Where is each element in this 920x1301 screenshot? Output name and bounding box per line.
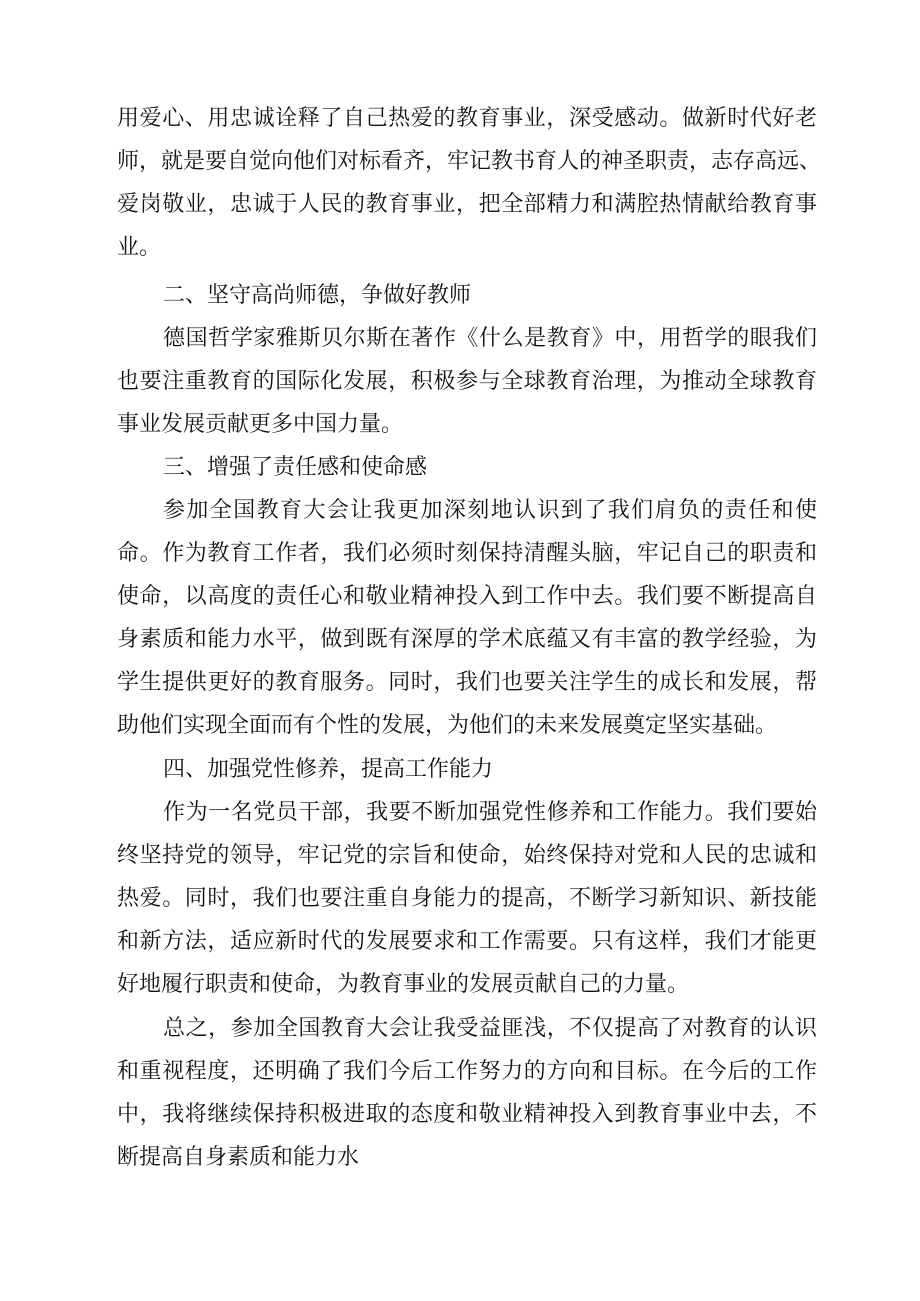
paragraph-line: 事业发展贡献更多中国力量。 (117, 412, 404, 437)
section-heading: 四、加强党性修养，提高工作能力 (163, 757, 494, 782)
paragraph-line: 身素质和能力水平，做到既有深厚的学术底蕴又有丰富的教学经验，为 (117, 627, 817, 652)
paragraph-line: 终坚持党的领导，牢记党的宗旨和使命，始终保持对党和人民的忠诚和 (117, 843, 817, 868)
paragraph-line: 好地履行职责和使命，为教育事业的发展贡献自己的力量。 (117, 972, 690, 997)
paragraph-line: 断提高自身素质和能力水 (117, 1145, 360, 1170)
paragraph-line: 和新方法，适应新时代的发展要求和工作需要。只有这样，我们才能更 (117, 929, 817, 954)
paragraph-line: 德国哲学家雅斯贝尔斯在著作《什么是教育》中，用哲学的眼我们 (163, 326, 817, 351)
paragraph-line: 师，就是要自觉向他们对标看齐，牢记教书育人的神圣职责，志存高远、 (117, 149, 822, 174)
paragraph-line: 使命，以高度的责任心和敬业精神投入到工作中去。我们要不断提高自 (117, 584, 817, 609)
paragraph-line: 助他们实现全面而有个性的发展，为他们的未来发展奠定坚实基础。 (117, 713, 778, 738)
section-heading: 三、增强了责任感和使命感 (163, 455, 428, 480)
paragraph-line: 业。 (117, 235, 162, 260)
paragraph-line: 参加全国教育大会让我更加深刻地认识到了我们肩负的责任和使 (163, 498, 817, 523)
paragraph-line: 热爱。同时，我们也要注重自身能力的提高，不断学习新知识、新技能 (117, 886, 817, 911)
paragraph-line: 和重视程度，还明确了我们今后工作努力的方向和目标。在今后的工作 (117, 1059, 817, 1084)
paragraph-line: 也要注重教育的国际化发展，积极参与全球教育治理，为推动全球教育 (117, 369, 817, 394)
paragraph-line: 中，我将继续保持积极进取的态度和敬业精神投入到教育事业中去，不 (117, 1102, 817, 1127)
paragraph-line: 爱岗敬业，忠诚于人民的教育事业，把全部精力和满腔热情献给教育事 (117, 192, 817, 217)
paragraph-line: 总之，参加全国教育大会让我受益匪浅，不仅提高了对教育的认识 (163, 1016, 817, 1041)
paragraph-line: 作为一名党员干部，我要不断加强党性修养和工作能力。我们要始 (163, 800, 817, 825)
paragraph-line: 用爱心、用忠诚诠释了自己热爱的教育事业，深受感动。做新时代好老 (117, 106, 817, 131)
paragraph-line: 学生提供更好的教育服务。同时，我们也要关注学生的成长和发展，帮 (117, 670, 817, 695)
paragraph-line: 命。作为教育工作者，我们必须时刻保持清醒头脑，牢记自己的职责和 (117, 541, 817, 566)
section-heading: 二、坚守高尚师德，争做好教师 (163, 283, 472, 308)
